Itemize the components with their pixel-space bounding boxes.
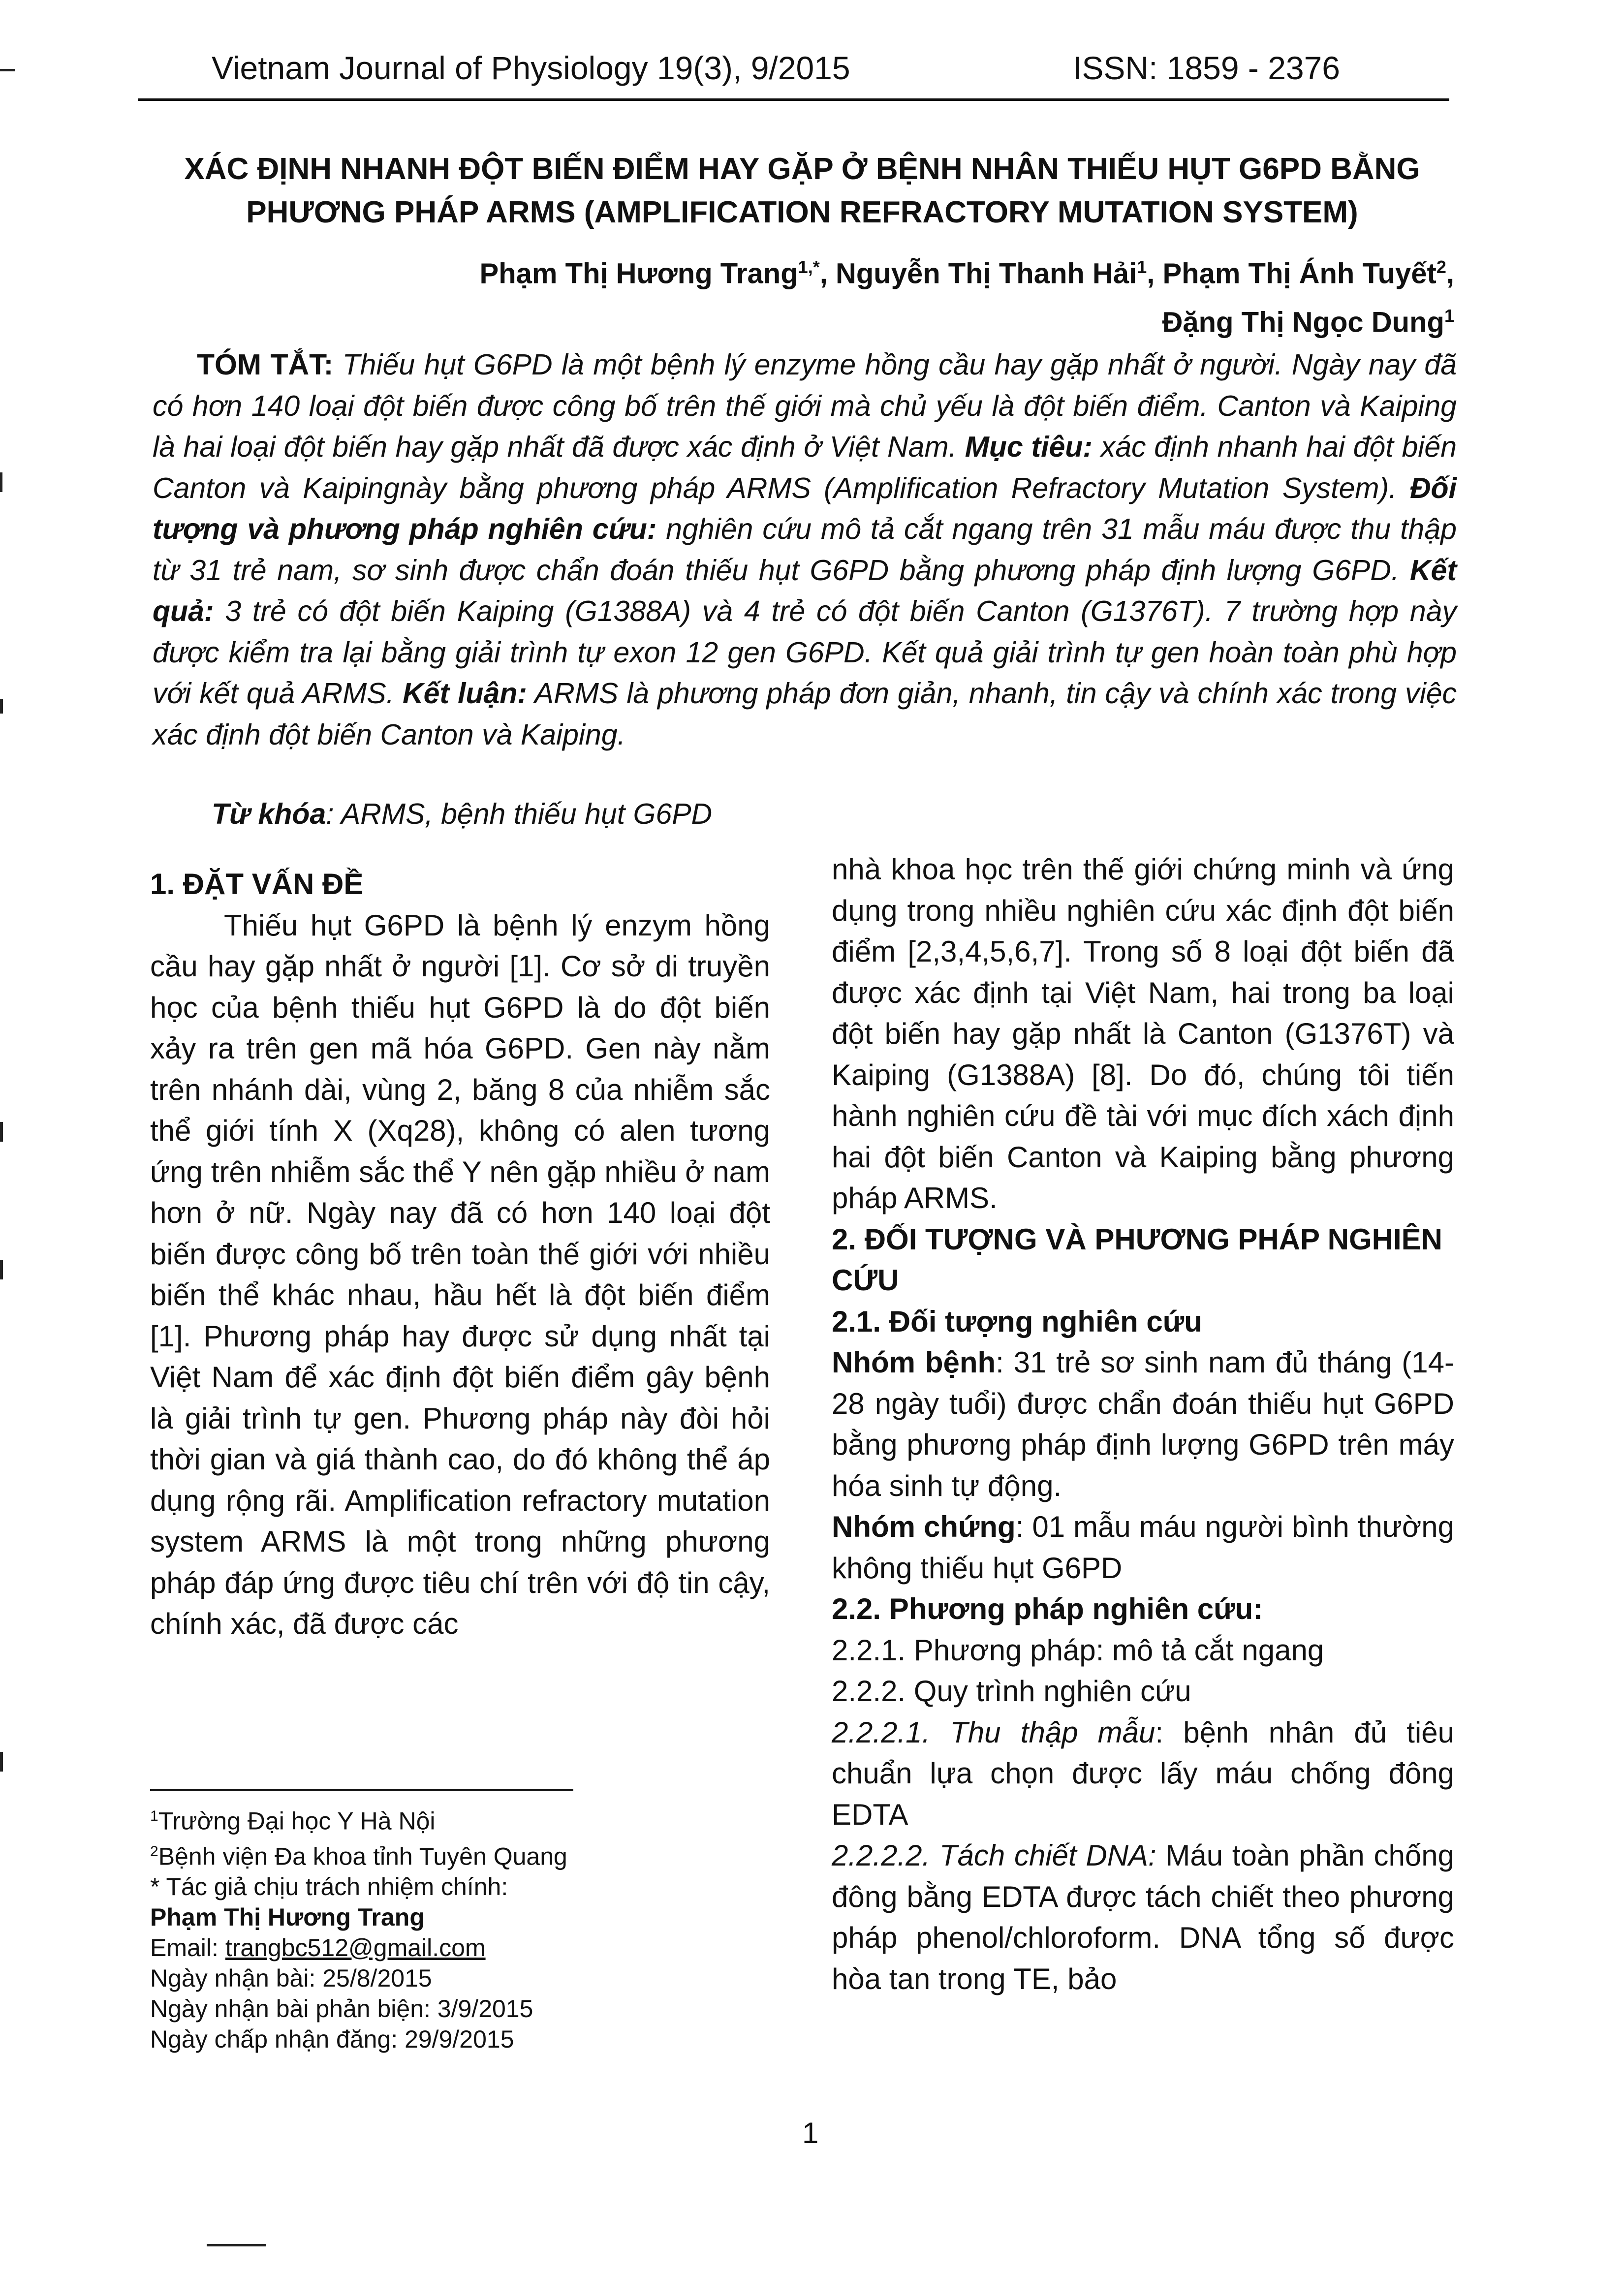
email-link[interactable]: trangbc512@gmail.com — [225, 1934, 486, 1962]
section-heading: 2. ĐỐI TƯỢNG VÀ PHƯƠNG PHÁP NGHIÊN CỨU — [832, 1222, 1442, 1297]
method-sample-label: 2.2.2.1. Thu thập mẫu — [832, 1715, 1156, 1749]
method-dna-paragraph — [832, 1835, 1454, 1999]
footnote: * Tác giả chịu trách nhiệm chính: — [150, 1873, 508, 1901]
author-list — [125, 246, 1454, 344]
title-line: PHƯƠNG PHÁP ARMS (AMPLIFICATION REFRACTORY MUTATION SYSTEM) — [246, 195, 1358, 229]
journal-header: Vietnam Journal of Physiology 19(3), 9/2015 — [212, 50, 850, 86]
subsection-heading: 2.1. Đối tượng nghiên cứu — [832, 1305, 1202, 1338]
author: Phạm Thị Hương Trang — [479, 257, 798, 290]
abstract-results-label: Kết quả: — [153, 554, 1457, 627]
scan-mark — [0, 69, 15, 71]
author: Nguyễn Thị Thanh Hải — [835, 257, 1137, 290]
abstract-conclusion-label: Kết luận: — [402, 677, 527, 710]
received-date: Ngày nhận bài: 25/8/2015 — [150, 1964, 432, 1992]
header-rule — [138, 98, 1449, 101]
right-column — [832, 849, 1454, 1999]
method-item: 2.2.2. Quy trình nghiên cứu — [832, 1675, 1191, 1708]
control-paragraph — [832, 1506, 1454, 1588]
keywords-label: Từ khóa — [212, 798, 326, 830]
section-heading: 1. ĐẶT VẤN ĐỀ — [150, 868, 364, 901]
accepted-date: Ngày chấp nhận đăng: 29/9/2015 — [150, 2025, 514, 2054]
footnote — [150, 1836, 790, 1872]
scan-mark — [0, 1260, 3, 1279]
scan-mark — [207, 2244, 266, 2246]
subsection-heading: 2.2. Phương pháp nghiên cứu: — [832, 1592, 1263, 1625]
corresponding-author: Phạm Thị Hương Trang — [150, 1903, 425, 1931]
page-number: 1 — [802, 2116, 819, 2149]
author-sep: , — [1147, 257, 1163, 290]
footnote-mark: 2 — [150, 1843, 158, 1860]
method-item: 2.2.1. Phương pháp: mô tả cắt ngang — [832, 1633, 1324, 1667]
abstract-label: TÓM TẮT: — [197, 348, 334, 381]
patients-text: : 31 trẻ sơ sinh nam đủ tháng (14-28 ngày tuổi) được chẩn đoán thiếu hụt G6PD bằng phương pháp định lượng G6PD trên máy hóa sinh tự động. — [832, 1346, 1454, 1502]
footnote-text: Bệnh viện Đa khoa tỉnh Tuyên Quang — [158, 1842, 567, 1870]
method-sample-text: : bệnh nhân đủ tiêu chuẩn lựa chọn được lấy máu chống đông EDTA — [832, 1715, 1454, 1831]
left-column — [150, 864, 770, 1645]
intro-paragraph: Thiếu hụt G6PD là bệnh lý enzym hồng cầu hay gặp nhất ở người [1]. Cơ sở di truyền học của bệnh thiếu hụt G6PD là do đột biến xảy ra trên gen mã hóa G6PD. Gen này nằm trên nhánh dài, vùng 2, băng 8 của nhiễm sắc thể giới tính X (Xq28), không có alen tương ứng trên nhiễm sắc thể Y nên gặp nhiều ở nam hơn ở nữ. Ngày nay đã có hơn 140 loại đột biến được công bố trên toàn thế giới với nhiều biến thể khác nhau, hầu hết là đột biến điểm [1]. Phương pháp hay được sử dụng nhất tại Việt Nam để xác định đột biến điểm gây bệnh là giải trình tự gen. Phương pháp này đòi hỏi thời gian và giá thành cao, do đó không thể áp dụng rộng rãi. Amplification refractory mutation system ARMS là một trong những phương pháp đáp ứng được tiêu chí trên với độ tin cậy, chính xác, đã được các — [150, 908, 770, 1640]
author-affil: 1,* — [798, 257, 820, 277]
abstract-objective-label: Mục tiêu: — [965, 431, 1093, 463]
patients-paragraph — [832, 1342, 1454, 1506]
footnotes — [150, 1801, 790, 2054]
email-line — [150, 1932, 790, 1963]
author-affil: 1 — [1444, 306, 1454, 326]
email-label: Email: — [150, 1934, 225, 1962]
footnote — [150, 1801, 790, 1836]
article-title — [148, 148, 1457, 234]
abstract-methods-label: Đối tượng và phương pháp nghiên cứu: — [153, 471, 1457, 545]
scan-mark — [0, 472, 2, 492]
keywords-text: : ARMS, bệnh thiếu hụt G6PD — [326, 798, 713, 830]
abstract-intro: Thiếu hụt G6PD là một bệnh lý enzyme hồng cầu hay gặp nhất ở người. Ngày nay đã có hơn 140 loại đột biến được công bố trên thế giới mà chủ yếu là đột biến điểm. Canton và Kaiping là hai loại đột biến hay gặp nhất đã được xác định ở Việt Nam. — [153, 348, 1457, 463]
method-dna-text: Máu toàn phần chống đông bằng EDTA được tách chiết theo phương pháp phenol/chloroform. DNA tổng số được hòa tan trong TE, bảo — [832, 1839, 1454, 1995]
control-label: Nhóm chứng — [832, 1510, 1016, 1543]
author-sep: , — [1446, 257, 1454, 290]
author-line — [125, 246, 1454, 295]
scan-mark — [0, 1122, 3, 1142]
author-affil: 2 — [1436, 257, 1446, 277]
author: Phạm Thị Ánh Tuyết — [1162, 257, 1437, 290]
abstract-objective: xác định nhanh hai đột biến Canton và Kaipingnày bằng phương pháp ARMS (Amplification Refractory Mutation System). — [153, 431, 1457, 504]
scan-mark — [0, 1752, 3, 1772]
patients-label: Nhóm bệnh — [832, 1346, 996, 1379]
footnote-rule — [150, 1789, 573, 1791]
intro-paragraph-continued: nhà khoa học trên thế giới chứng minh và ứng dụng trong nhiều nghiên cứu xác định đột biến điểm [2,3,4,5,6,7]. Trong số 8 loại đột biến đã được xác định tại Việt Nam, hai trong ba loại đột biến hay gặp nhất là Canton (G1376T) và Kaiping (G1388A) [8]. Do đó, chúng tôi tiến hành nghiên cứu đề tài với mục đích xách định hai đột biến Canton và Kaiping bằng phương pháp ARMS. — [832, 853, 1454, 1214]
review-date: Ngày nhận bài phản biện: 3/9/2015 — [150, 1995, 533, 2023]
abstract-conclusion: ARMS là phương pháp đơn giản, nhanh, tin cậy và chính xác trong việc xác định đột biến Canton và Kaiping. — [153, 677, 1457, 751]
footnote-text: Trường Đại học Y Hà Nội — [158, 1807, 436, 1835]
abstract — [153, 344, 1457, 755]
abstract-methods: nghiên cứu mô tả cắt ngang trên 31 mẫu máu được thu thập từ 31 trẻ nam, sơ sinh được chẩn đoán thiếu hụt G6PD bằng phương pháp định lượng G6PD. — [153, 513, 1457, 587]
author-sep: , — [819, 257, 836, 290]
footnote-mark: 1 — [150, 1808, 158, 1824]
author-affil: 1 — [1137, 257, 1147, 277]
control-text: : 01 mẫu máu người bình thường không thiếu hụt G6PD — [832, 1510, 1454, 1585]
title-line: XÁC ĐỊNH NHANH ĐỘT BIẾN ĐIỂM HAY GẶP Ở BỆNH NHÂN THIẾU HỤT G6PD BẰNG — [184, 152, 1420, 186]
abstract-results: 3 trẻ có đột biến Kaiping (G1388A) và 4 trẻ có đột biến Canton (G1376T). 7 trường hợp này được kiểm tra lại bằng giải trình tự exon 12 gen G6PD. Kết quả giải trình tự gen hoàn toàn phù hợp với kết quả ARMS. — [153, 595, 1457, 710]
method-sample-paragraph — [832, 1712, 1454, 1836]
issn: ISSN: 1859 - 2376 — [1073, 50, 1341, 86]
keywords — [212, 797, 712, 831]
scan-mark — [0, 699, 3, 714]
author-line — [125, 295, 1454, 343]
author: Đặng Thị Ngọc Dung — [1162, 306, 1444, 339]
method-dna-label: 2.2.2.2. Tách chiết DNA: — [832, 1839, 1156, 1872]
